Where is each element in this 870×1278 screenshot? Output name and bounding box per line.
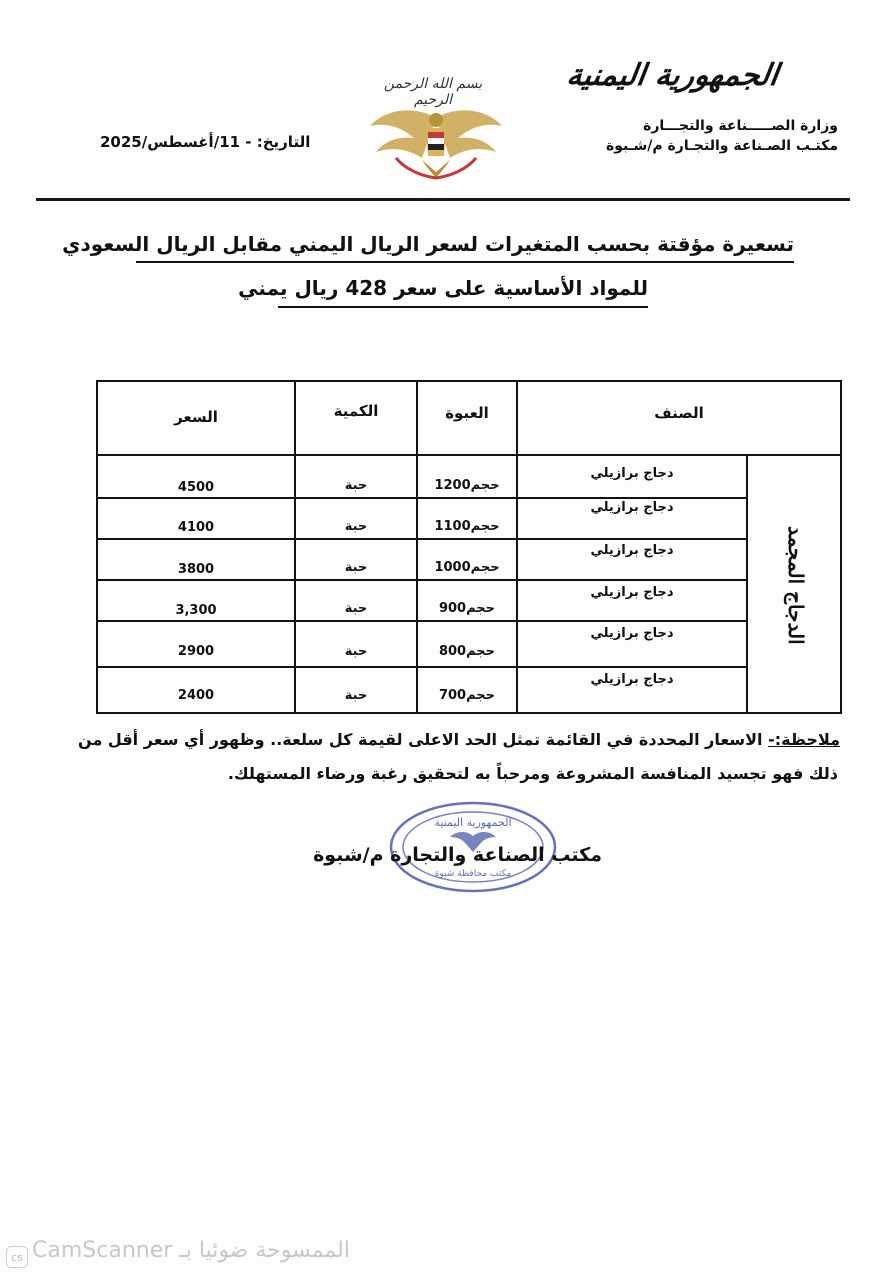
package-size: حجم1000	[434, 560, 500, 575]
quantity-unit: حبة	[344, 601, 368, 616]
package-size: حجم1100	[434, 519, 500, 534]
note-line1	[78, 730, 840, 749]
quantity-unit: حبة	[344, 644, 368, 659]
basmala: بسم الله الرحمن الرحيم	[383, 76, 483, 108]
price-value: 2900	[177, 644, 215, 659]
price-value: 4100	[177, 520, 215, 535]
title-underline	[278, 306, 648, 308]
item-name: دجاج برازيلي	[590, 626, 674, 641]
page-title-line1: تسعيرة مؤقتة بحسب المتغيرات لسعر الريال اليمني مقابل الريال السعودي	[62, 232, 794, 256]
signoff: مكتب الصناعة والتجارة م/شبوة	[313, 844, 602, 866]
item-name: دجاج برازيلي	[590, 500, 674, 515]
note-label: ملاحظة:-	[768, 730, 840, 749]
header-item: الصنف	[654, 404, 704, 422]
item-name: دجاج برازيلي	[590, 466, 674, 481]
price-table	[96, 380, 842, 714]
office-name: مكتـب الصـناعة والتجـارة م/شـبوة	[605, 138, 838, 154]
quantity-unit: حبة	[344, 519, 368, 534]
scanner-watermark: الممسوحة ضوئيا بـ CamScanner	[32, 1238, 350, 1263]
yemen-eagle-emblem	[366, 98, 506, 190]
package-size: حجم800	[438, 644, 496, 659]
header-package: العبوة	[445, 404, 489, 422]
header-price: السعر	[174, 408, 218, 426]
price-value: 3,300	[175, 603, 217, 618]
package-size: حجم900	[438, 601, 496, 616]
title-underline	[136, 261, 794, 263]
category-cell	[748, 456, 844, 714]
stamp-text: الجمهورية اليمنية	[434, 816, 512, 829]
note-text: الاسعار المحددة في القائمة تمثل الحد الاعلى لقيمة كل سلعة.. وظهور أي سعر أقل من	[78, 730, 769, 749]
note-line2: ذلك فهو تجسيد المنافسة المشروعة ومرحباً به لتحقيق رغبة ورضاء المستهلك.	[227, 764, 838, 783]
item-name: دجاج برازيلي	[590, 672, 674, 687]
header-quantity: الكمية	[333, 402, 379, 420]
republic-header: الجمهورية اليمنية	[564, 58, 781, 93]
camscanner-logo-icon: cs	[6, 1246, 28, 1268]
stamp-subtext: مكتب محافظة شبوة	[434, 869, 512, 879]
ministry-name: وزارة الصـــــناعة والتجـــارة	[643, 118, 838, 134]
header-divider	[36, 198, 850, 201]
price-value: 2400	[177, 688, 215, 703]
package-size: حجم1200	[434, 478, 500, 493]
package-size: حجم700	[438, 688, 496, 703]
price-value: 3800	[177, 562, 215, 577]
page-title-line2: للمواد الأساسية على سعر 428 ريال يمني	[238, 276, 648, 300]
quantity-unit: حبة	[344, 560, 368, 575]
category-label: الدجاج المجمد	[784, 525, 808, 645]
quantity-unit: حبة	[344, 688, 368, 703]
item-name: دجاج برازيلي	[590, 543, 674, 558]
price-value: 4500	[177, 480, 215, 495]
quantity-unit: حبة	[344, 478, 368, 493]
item-name: دجاج برازيلي	[590, 585, 674, 600]
document-date: التاريخ: - 11/أغسطس/2025	[100, 133, 311, 151]
